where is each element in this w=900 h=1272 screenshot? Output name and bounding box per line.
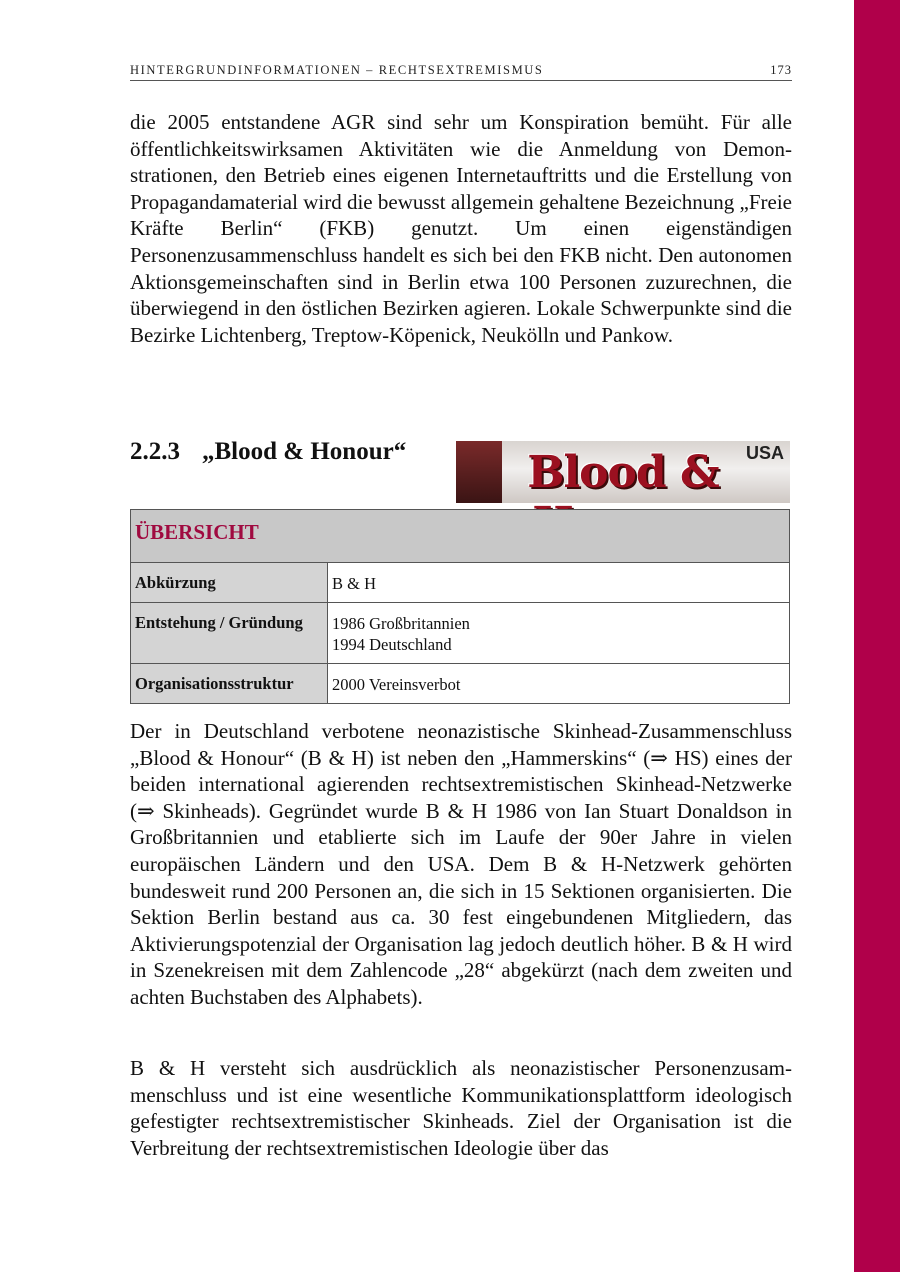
overview-title-row — [131, 510, 790, 563]
section-number: 2.2.3 — [130, 438, 180, 465]
table-row — [131, 664, 790, 704]
row-value: 1986 Großbritannien 1994 Deutschland — [328, 603, 790, 664]
blood-and-honour-logo — [456, 441, 790, 503]
logo-text: Blood & — [527, 447, 719, 498]
overview-table — [130, 509, 790, 704]
paragraph-ideology: B & H versteht sich ausdrücklich als neonazistischer Personenzusammenschluss und ist eine wesentliche Kommunikationsplattform ideologisch gefestigter rechtsextremistischer Skinheads. Ziel der Organisation ist die Verbreitung der rechtsextremistischen Ideologie über das — [130, 1056, 792, 1160]
page-number: 173 — [770, 63, 792, 77]
row-label: Organisationsstruktur — [131, 664, 328, 704]
section-title: „Blood & Honour“ — [202, 438, 407, 465]
overview-title: ÜBERSICHT — [131, 510, 790, 563]
paragraph-description: Der in Deutschland verbotene neonazistische Skinhead-Zusammenschluss „Blood & Honour“ (B & H) ist neben den „Hammerskins“ (⇒ HS) eines der beiden international agierenden rechtsextremistischen Skinhead-Netzwerke (⇒ Skinheads). Gegründet wurde B & H 1986 von Ian Stuart Donaldson in Großbritannien und etablierte sich im Laufe der 90er Jahre in vielen europäischen Ländern und den USA. Dem B & H-Netzwerk gehörten bundesweit rund 200 Personen an, die sich in 15 Sektionen organisierten. Die Sektion Berlin bestand aus ca. 30 fest eingebundenen Mitgliedern, das Aktivierungspotenzial der Organisation lag jedoch deutlich höher. B & H wird in Szenekreisen mit dem Zahlencode „28“ abgekürzt (nach dem zweiten und achten Buchstaben des Alphabets). — [130, 719, 792, 1009]
row-label: Abkürzung — [131, 563, 328, 603]
running-header — [130, 62, 792, 81]
paragraph-intro: die 2005 entstandene AGR sind sehr um Konspiration bemüht. Für alle öffentlichkeitswirksamen Aktivitäten wie die Anmeldung von Demonstrationen, den Betrieb eines eigenen Internetauftritts und die Erstellung von Propagandamaterial wird die bewusst allgemein gehaltene Bezeichnung „Freie Kräfte Berlin“ (FKB) genutzt. Um einen eigenständigen Personenzusammenschluss handelt es sich bei den FKB nicht. Den autonomen Aktionsgemeinschaften sind in Berlin etwa 100 Personen zuzurechnen, die überwiegend in den östlichen Bezirken agieren. Lokale Schwerpunkte sind die Bezirke Lichtenberg, Treptow-Köpenick, Neukölln und Pankow. — [130, 110, 792, 347]
margin-color-bar — [854, 0, 900, 1272]
row-value: 2000 Vereinsverbot — [328, 664, 790, 704]
header-title: HINTERGRUNDINFORMATIONEN – RECHTSEXTREMISMUS — [130, 63, 544, 77]
table-row — [131, 603, 790, 664]
section-heading — [130, 438, 406, 466]
row-value: B & H — [328, 563, 790, 603]
logo-suffix: USA — [745, 443, 784, 463]
row-label: Entstehung / Gründung — [131, 603, 328, 664]
table-row — [131, 563, 790, 603]
